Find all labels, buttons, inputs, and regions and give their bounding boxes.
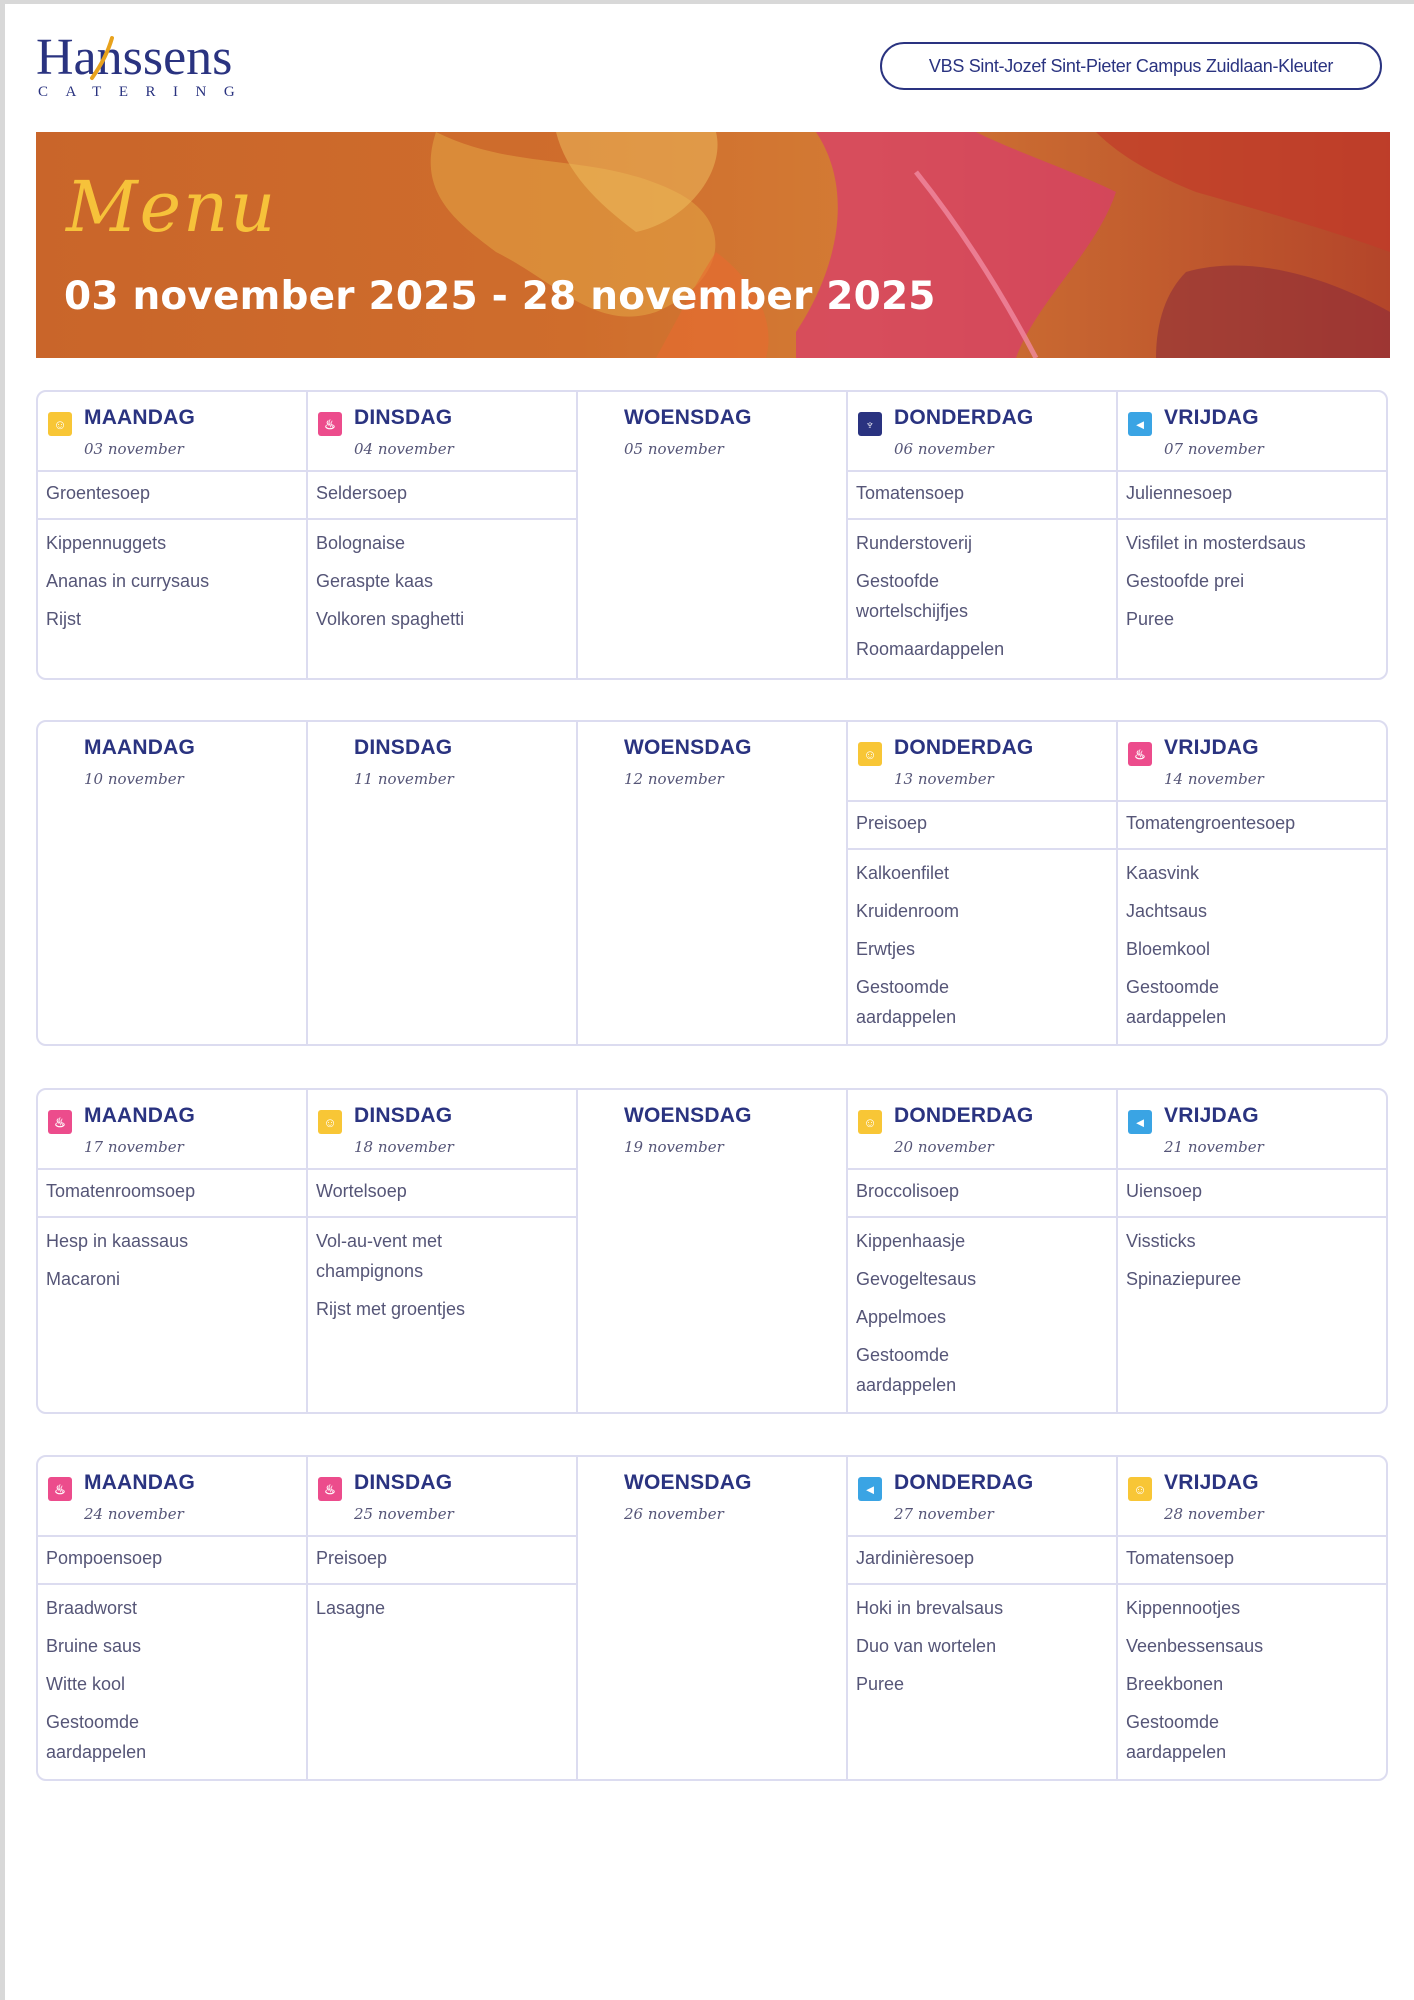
main-course-item: Appelmoes [856,1307,947,1327]
main-course-item: Rijst met groentjes [316,1299,466,1319]
main-course-item: Runderstoverij [856,533,973,553]
day-name: DONDERDAG [894,736,1034,759]
main-course-item: Erwtjes [856,939,916,959]
day-date: 12 november [624,770,724,788]
logo-name: Hanssens [36,29,233,86]
main-course-list [1118,1218,1386,1294]
soup-of-day: Wortelsoep [308,1170,576,1218]
page-edge-top [0,0,1414,4]
day-header [38,1457,306,1537]
day-date: 17 november [84,1138,184,1156]
main-course-list [848,520,1116,664]
day-column [38,1090,308,1412]
day-name: MAANDAG [84,1104,196,1127]
day-column [38,1457,308,1779]
main-course-list [1118,520,1386,634]
soup-of-day: Preisoep [848,802,1116,850]
day-header [1118,1457,1386,1537]
day-date: 18 november [354,1138,454,1156]
day-date: 05 november [624,440,724,458]
day-column [1118,1090,1386,1412]
week-table [36,1455,1388,1781]
main-course-item: Roomaardappelen [856,639,1005,659]
main-course-list [1118,850,1386,1032]
day-name: MAANDAG [84,736,196,759]
main-course-item: Vissticks [1126,1231,1196,1251]
main-course-list [848,1585,1116,1699]
soup-of-day: Preisoep [308,1537,576,1585]
soup-of-day: Broccolisoep [848,1170,1116,1218]
main-course-item: Lasagne [316,1598,386,1618]
main-course-item: Veenbessensaus [1126,1636,1264,1656]
main-course-list [38,520,306,634]
main-course-item: Gestoomde aardappelen [856,977,957,1027]
main-course-list [848,1218,1116,1400]
day-name: MAANDAG [84,1471,196,1494]
main-course-list [308,1218,576,1324]
day-name: DONDERDAG [894,1104,1034,1127]
day-header [848,1090,1116,1170]
day-header [38,722,306,802]
main-course-list [848,850,1116,1032]
main-course-item: Hesp in kaassaus [46,1231,189,1251]
main-course-item: Volkoren spaghetti [316,609,465,629]
day-date: 11 november [354,770,454,788]
day-date: 03 november [84,440,184,458]
day-header [848,392,1116,472]
day-column [1118,1457,1386,1779]
main-course-item: Rijst [46,609,81,629]
main-course-item: Hoki in brevalsaus [856,1598,1004,1618]
main-course-list [308,1585,576,1623]
soup-of-day: Tomatensoep [1118,1537,1386,1585]
pink-meal-icon: ♨ [318,412,342,436]
main-course-item: Braadworst [46,1598,138,1618]
day-name: VRIJDAG [1164,736,1259,759]
menu-title: Menu [66,166,278,248]
main-course-item: Kalkoenfilet [856,863,950,883]
day-date: 06 november [894,440,994,458]
soup-of-day: Tomatenroomsoep [38,1170,306,1218]
yellow-meal-icon: ☺ [858,742,882,766]
main-course-item: Duo van wortelen [856,1636,997,1656]
day-column [38,392,308,678]
day-date: 07 november [1164,440,1264,458]
hanssens-logo [36,29,276,104]
main-course-item: Kaasvink [1126,863,1200,883]
main-course-item: Gestoofde prei [1126,571,1245,591]
day-header [848,722,1116,802]
day-date: 26 november [624,1505,724,1523]
main-course-item: Visfilet in mosterdsaus [1126,533,1306,553]
day-column [848,392,1118,678]
main-course-item: Kippennootjes [1126,1598,1241,1618]
main-course-item: Geraspte kaas [316,571,434,591]
day-column [1118,392,1386,678]
day-column [308,722,578,1044]
day-name: VRIJDAG [1164,1104,1259,1127]
week-table [36,720,1388,1046]
day-column [38,722,308,1044]
logo-subtitle: CATERING [38,84,253,100]
day-header [578,1090,846,1170]
day-column [308,392,578,678]
day-column [848,1090,1118,1412]
navy-meal-icon: ♆ [858,412,882,436]
day-date: 27 november [894,1505,994,1523]
day-header [578,722,846,802]
day-header [38,1090,306,1170]
day-header [1118,1090,1386,1170]
day-header [578,1457,846,1537]
main-course-item: Jachtsaus [1126,901,1208,921]
main-course-item: Spinaziepuree [1126,1269,1242,1289]
main-course-item: Breekbonen [1126,1674,1224,1694]
pink-meal-icon: ♨ [1128,742,1152,766]
day-name: DINSDAG [354,1471,453,1494]
soup-of-day: Seldersoep [308,472,576,520]
yellow-meal-icon: ☺ [48,412,72,436]
day-column [578,1457,848,1779]
main-course-item: Bloemkool [1126,939,1211,959]
menu-banner [36,132,1390,358]
day-column [578,722,848,1044]
main-course-list [38,1585,306,1767]
day-header [848,1457,1116,1537]
day-column [308,1090,578,1412]
main-course-item: Puree [856,1674,905,1694]
day-header [308,722,576,802]
day-header [308,1457,576,1537]
main-course-item: Macaroni [46,1269,121,1289]
day-date: 04 november [354,440,454,458]
blue-fish-icon: ◄ [1128,1110,1152,1134]
day-name: DONDERDAG [894,1471,1034,1494]
main-course-item: Gestoofde wortelschijfjes [856,571,969,621]
pink-meal-icon: ♨ [318,1477,342,1501]
day-date: 20 november [894,1138,994,1156]
blue-fish-icon: ◄ [1128,412,1152,436]
pink-meal-icon: ♨ [48,1110,72,1134]
day-column [578,392,848,678]
day-header [308,392,576,472]
main-course-item: Ananas in currysaus [46,571,210,591]
yellow-meal-icon: ☺ [858,1110,882,1134]
day-header [1118,722,1386,802]
main-course-item: Bolognaise [316,533,406,553]
day-header [1118,392,1386,472]
soup-of-day: Uiensoep [1118,1170,1386,1218]
day-date: 25 november [354,1505,454,1523]
day-date: 14 november [1164,770,1264,788]
main-course-item: Gestoomde aardappelen [856,1345,957,1395]
main-course-list [38,1218,306,1294]
blue-fish-icon: ◄ [858,1477,882,1501]
main-course-item: Bruine saus [46,1636,142,1656]
soup-of-day: Tomatensoep [848,472,1116,520]
day-column [578,1090,848,1412]
day-column [848,1457,1118,1779]
week-table [36,1088,1388,1414]
day-date: 19 november [624,1138,724,1156]
day-name: DINSDAG [354,1104,453,1127]
page-edge-left [0,0,5,2000]
day-name: WOENSDAG [624,1471,752,1494]
day-name: VRIJDAG [1164,406,1259,429]
main-course-list [1118,1585,1386,1767]
day-header [308,1090,576,1170]
day-name: WOENSDAG [624,1104,752,1127]
day-header [578,392,846,472]
main-course-item: Kruidenroom [856,901,960,921]
day-name: DONDERDAG [894,406,1034,429]
day-name: WOENSDAG [624,736,752,759]
day-date: 10 november [84,770,184,788]
day-column [848,722,1118,1044]
main-course-item: Gestoomde aardappelen [1126,977,1227,1027]
soup-of-day: Pompoensoep [38,1537,306,1585]
main-course-item: Gestoomde aardappelen [1126,1712,1227,1762]
day-column [1118,722,1386,1044]
day-date: 21 november [1164,1138,1264,1156]
menu-date-range: 03 november 2025 - 28 november 2025 [64,274,936,319]
main-course-item: Gevogeltesaus [856,1269,977,1289]
day-name: VRIJDAG [1164,1471,1259,1494]
main-course-item: Kippennuggets [46,533,167,553]
main-course-list [308,520,576,634]
day-name: DINSDAG [354,406,453,429]
day-date: 28 november [1164,1505,1264,1523]
soup-of-day: Juliennesoep [1118,472,1386,520]
day-date: 13 november [894,770,994,788]
main-course-item: Witte kool [46,1674,126,1694]
day-name: WOENSDAG [624,406,752,429]
main-course-item: Puree [1126,609,1175,629]
main-course-item: Vol-au-vent met champignons [316,1231,443,1281]
main-course-item: Kippenhaasje [856,1231,966,1251]
day-header [38,392,306,472]
school-name-badge: VBS Sint-Jozef Sint-Pieter Campus Zuidlaan-Kleuter [880,42,1382,90]
logo-swoosh-icon [62,34,122,90]
soup-of-day: Jardinièresoep [848,1537,1116,1585]
day-name: DINSDAG [354,736,453,759]
soup-of-day: Tomatengroentesoep [1118,802,1386,850]
day-date: 24 november [84,1505,184,1523]
yellow-meal-icon: ☺ [318,1110,342,1134]
week-table [36,390,1388,680]
soup-of-day: Groentesoep [38,472,306,520]
day-column [308,1457,578,1779]
main-course-item: Gestoomde aardappelen [46,1712,147,1762]
yellow-meal-icon: ☺ [1128,1477,1152,1501]
day-name: MAANDAG [84,406,196,429]
pink-meal-icon: ♨ [48,1477,72,1501]
